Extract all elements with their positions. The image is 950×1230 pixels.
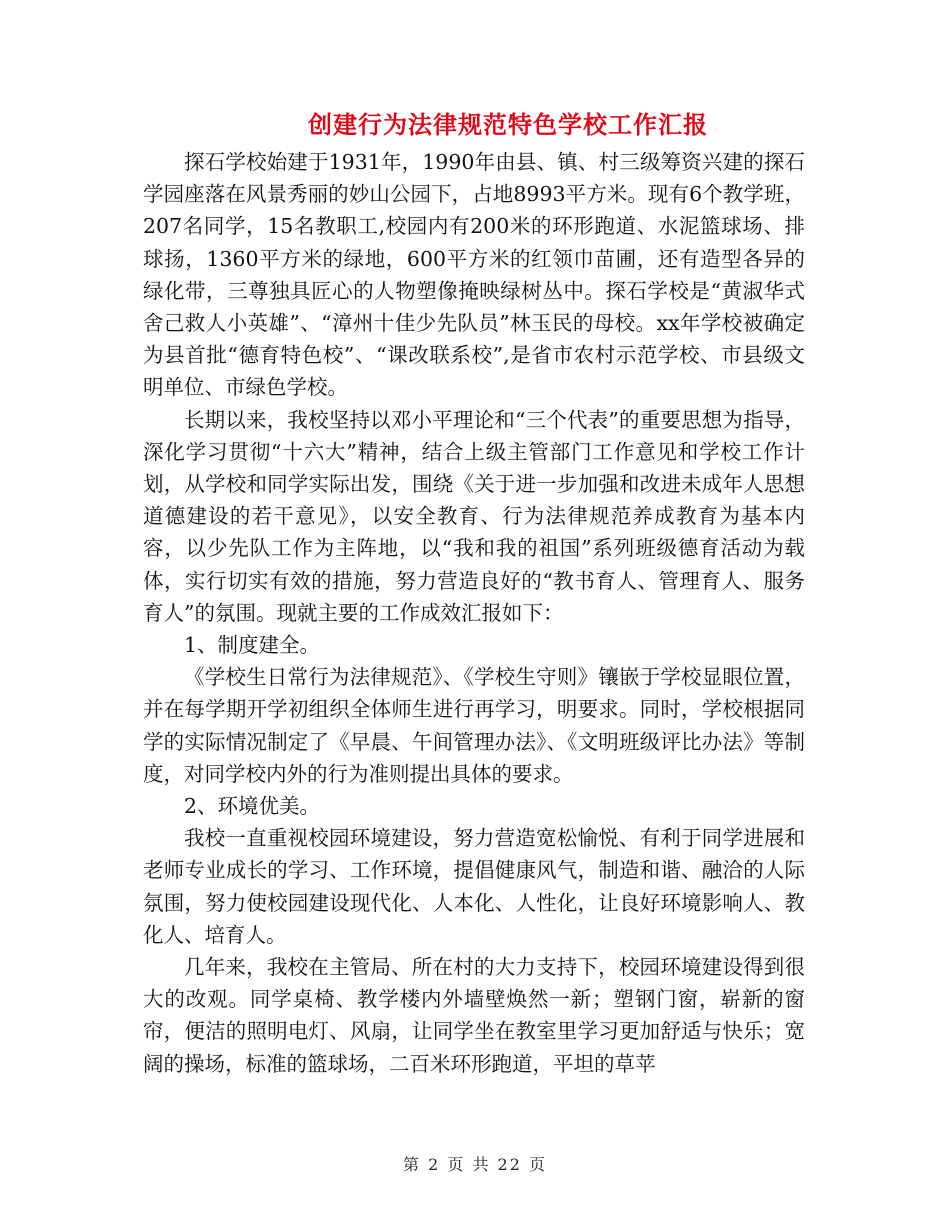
section-heading-environment: 2、环境优美。 xyxy=(184,794,321,819)
document-body xyxy=(143,146,805,1080)
paragraph-long-term: 长期以来，我校坚持以邓小平理论和“三个代表”的重要思想为指导，深化学习贯彻“十六大”精神，结合上级主管部门工作意见和学校工作计划，从学校和同学实际出发，围绕《关于进一步加强和改进未成年人思想道德建设的若干意见》，以安全教育、行为法律规范养成教育为基本内容，以少先队工作为主阵地，以“我和我的祖国”系列班级德育活动为载体，实行切实有效的措施，努力营造良好的“教书育人、管理育人、服务育人”的氛围。现就主要的工作成效汇报如下： xyxy=(143,407,805,625)
document-title: 创建行为法律规范特色学校工作汇报 xyxy=(308,110,708,139)
page-footer xyxy=(0,1152,950,1175)
paragraph-intro: 探石学校始建于1931年，1990年由县、镇、村三级筹资兴建的探石学园座落在风景秀丽的妙山公园下，占地8993平方米。现有6个教学班，207名同学，15名教职工,校园内有200米的环形跑道、水泥篮球场、排球扬，1360平方米的绿地，600平方米的红领巾苗圃，还有造型各异的绿化带，三尊独具匠心的人物塑像掩映绿树丛中。探石学校是“黄淑华式舍己救人小英雄”、“漳州十佳少先队员”林玉民的母校。xx年学校被确定为县首批“德育特色校”、“课改联系校”,是省市农村示范学校、市县级文明单位、市绿色学校。 xyxy=(143,150,805,400)
paragraph-environment: 我校一直重视校园环境建设，努力营造宽松愉悦、有利于同学进展和老师专业成长的学习、工作环境，提倡健康风气，制造和谐、融洽的人际氛围，努力使校园建设现代化、人本化、人性化，让良好环境影响人、教化人、培育人。 xyxy=(143,826,805,947)
page-number-label: 第 2 页 共 22 页 xyxy=(403,1155,547,1174)
paragraph-improvements: 几年来，我校在主管局、所在村的大力支持下，校园环境建设得到很大的改观。同学桌椅、教学楼内外墙壁焕然一新；塑钢门窗，崭新的窗帘，便洁的照明电灯、风扇，让同学坐在教室里学习更加舒适与快乐；宽阔的操场，标准的篮球场，二百米环形跑道，平坦的草苹 xyxy=(143,955,805,1076)
section-heading-system: 1、制度建全。 xyxy=(184,633,321,658)
paragraph-system: 《学校生日常行为法律规范》、《学校生守则》镶嵌于学校显眼位置，并在每学期开学初组织全体师生进行再学习，明要求。同时，学校根据同学的实际情况制定了《早晨、午间管理办法》、《文明班级评比办法》等制度，对同学校内外的行为准则提出具体的要求。 xyxy=(143,665,805,786)
